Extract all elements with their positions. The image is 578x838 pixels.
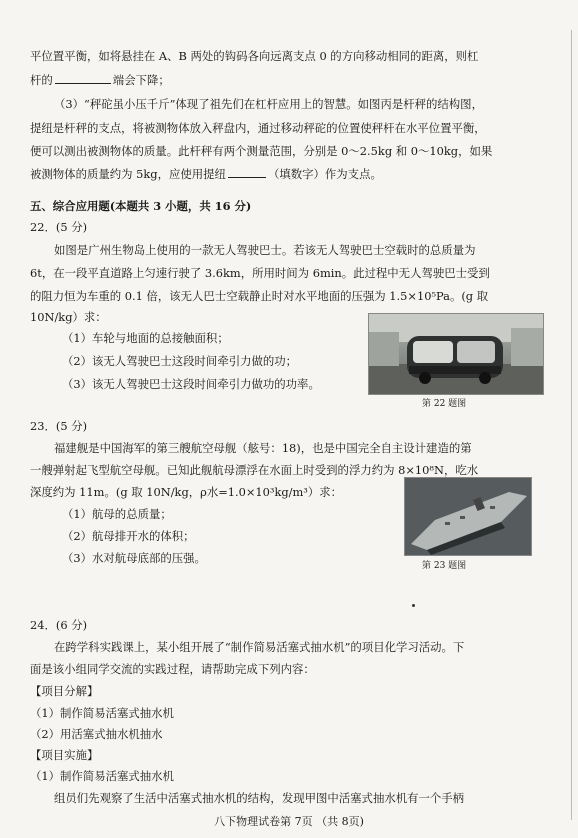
answer-blank bbox=[55, 72, 111, 84]
question-text: 6t，在一段平直道路上匀速行驶了 3.6km，所用时间为 6min。此过程中无人驾驶巴士受到 bbox=[30, 266, 490, 280]
sub-question: （3）该无人驾驶巴士这段时间牵引力做功的功率。 bbox=[62, 377, 320, 391]
text-fragment: 端会下降； bbox=[112, 73, 170, 87]
question-text: 在跨学科实践课上，某小组开展了“制作简易活塞式抽水机”的项目化学习活动。下 bbox=[54, 640, 465, 654]
text-line-with-blank bbox=[30, 166, 550, 182]
question-text: 10N/kg）求： bbox=[30, 310, 107, 324]
question-text: 面是该小组同学交流的实践过程，请帮助完成下列内容： bbox=[30, 662, 315, 676]
figure-caption: 第 22 题图 bbox=[422, 399, 467, 409]
text-line: 平位置平衡，如将悬挂在 A、B 两处的钩码各向远离支点 0 的方向移动相同的距离，则杠 bbox=[30, 49, 479, 63]
question-text: 福建舰是中国海军的第三艘航空母舰（舷号：18)，也是中国完全自主设计建造的第 bbox=[54, 441, 472, 455]
sub-question: （1）航母的总质量； bbox=[62, 507, 172, 521]
sub-question: （2）航母排开水的体积； bbox=[62, 529, 195, 543]
sub-question: （3）水对航母底部的压强。 bbox=[62, 551, 206, 565]
question-number: 22．(5 分) bbox=[30, 220, 88, 234]
bus-photo bbox=[368, 313, 544, 395]
aircraft-carrier-image bbox=[405, 478, 531, 555]
answer-blank bbox=[228, 166, 266, 178]
text-fragment: 杆的 bbox=[30, 73, 53, 87]
question-text: 的阻力恒为车重的 0.1 倍，该无人巴士空载静止时对水平地面的压强为 1.5×10⁵Pa。(g 取 bbox=[30, 289, 489, 303]
sub-question: （1）车轮与地面的总接触面积； bbox=[62, 331, 229, 345]
question-text: 深度约为 11m。(g 取 10N/kg，ρ水=1.0×10³kg/m³）求： bbox=[30, 485, 343, 499]
question-number: 24．(6 分) bbox=[30, 618, 88, 632]
project-step: （1）制作简易活塞式抽水机 bbox=[30, 769, 174, 783]
project-step: （2）用活塞式抽水机抽水 bbox=[30, 727, 163, 741]
text-line: 便可以测出被测物体的质量。此杆秤有两个测量范围，分别是 0～2.5kg 和 0～10kg，如果 bbox=[30, 144, 493, 158]
question-text: 组员们先观察了生活中活塞式抽水机的结构，发现甲图中活塞式抽水机有一个手柄 bbox=[54, 791, 465, 805]
project-heading: 【项目实施】 bbox=[30, 748, 99, 762]
project-step: （1）制作简易活塞式抽水机 bbox=[30, 706, 174, 720]
autonomous-bus-image bbox=[369, 314, 543, 394]
text-fragment: 被测物体的质量约为 5kg，应使用提纽 bbox=[30, 167, 226, 181]
project-heading: 【项目分解】 bbox=[30, 684, 99, 698]
carrier-photo bbox=[404, 477, 532, 556]
question-text: 如图是广州生物岛上使用的一款无人驾驶巴士。若该无人驾驶巴士空载时的总质量为 bbox=[54, 243, 476, 257]
section-heading: 五、综合应用题(本题共 3 小题，共 16 分) bbox=[30, 199, 252, 213]
text-line: 提纽是杆秤的支点，将被测物体放入秤盘内，通过移动秤砣的位置使秤杆在水平位置平衡， bbox=[30, 121, 486, 135]
figure-caption: 第 23 题图 bbox=[422, 561, 467, 571]
text-line-with-blank bbox=[30, 72, 550, 88]
page-footer: 八下物理试卷第 7页 （共 8页) bbox=[214, 815, 364, 828]
question-text: 一艘弹射起飞型航空母舰。已知此舰航母漂浮在水面上时受到的浮力约为 8×10⁸N，吃水 bbox=[30, 463, 479, 477]
text-fragment: （填数字）作为支点。 bbox=[267, 167, 382, 181]
ink-speck bbox=[412, 604, 415, 607]
margin-rule bbox=[571, 30, 572, 820]
sub-question: （2）该无人驾驶巴士这段时间牵引力做的功； bbox=[62, 354, 298, 368]
question-number: 23．(5 分) bbox=[30, 419, 88, 433]
text-line: （3）“秤砣虽小压千斤”体现了祖先们在杠杆应用上的智慧。如图丙是杆秤的结构图， bbox=[54, 97, 483, 111]
